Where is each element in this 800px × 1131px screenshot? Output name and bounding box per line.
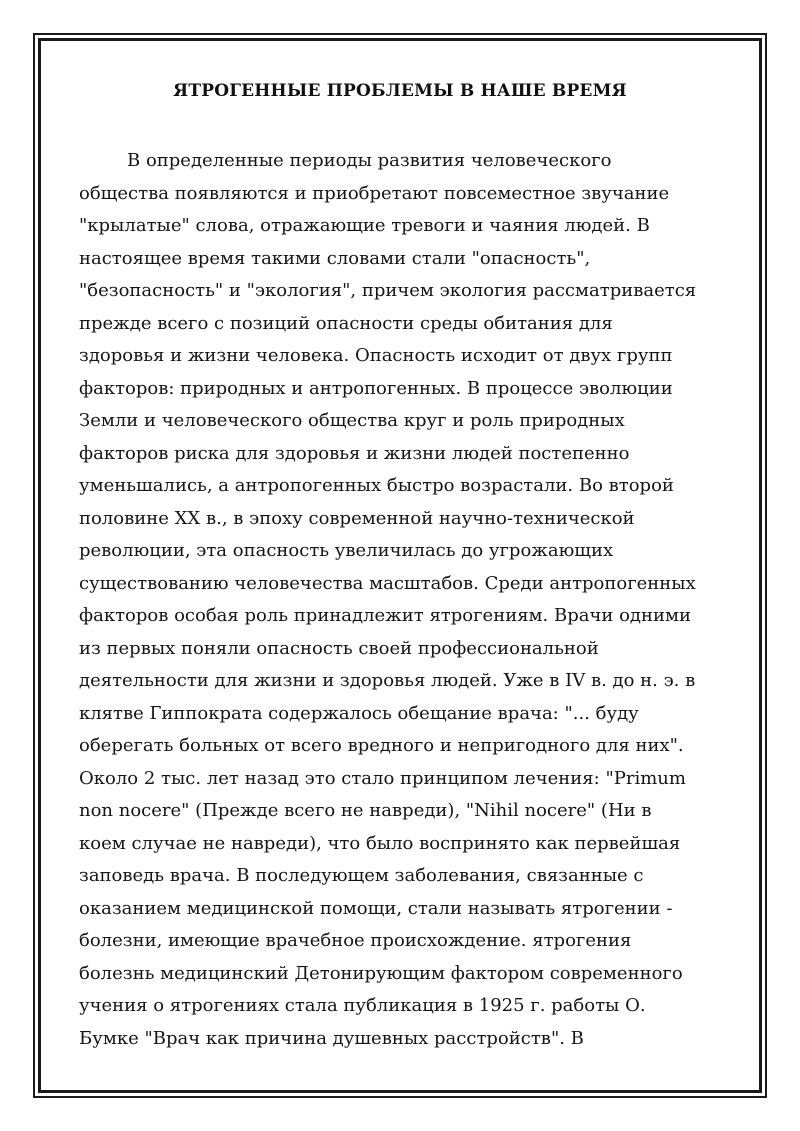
body-line: революции, эта опасность увеличилась до угрожающих <box>79 540 614 561</box>
body-line: коем случае не навреди), что было воспринято как первейшая <box>79 832 681 854</box>
body-line: факторов: природных и антропогенных. В процессе эволюции <box>79 377 673 399</box>
body-line: здоровья и жизни человека. Опасность исходит от двух групп <box>79 345 673 366</box>
body-line: Бумке "Врач как причина душевных расстройств". В <box>79 1027 584 1049</box>
body-line: Около 2 тыс. лет назад это стало принципом лечения: "Primum <box>79 767 686 789</box>
body-line: общества появляются и приобретают повсеместное звучание <box>79 182 670 204</box>
body-line: настоящее время такими словами стали "опасность", <box>79 247 591 269</box>
body-line: заповедь врача. В последующем заболевания, связанные с <box>79 865 644 886</box>
page-border-outer <box>33 33 767 1098</box>
document-body <box>79 145 739 1055</box>
body-line: деятельности для жизни и здоровья людей. Уже в IV в. до н. э. в <box>79 670 696 691</box>
body-line: факторов риска для здоровья и жизни людей постепенно <box>79 442 630 464</box>
body-line: болезнь медицинский Детонирующим фактором современного <box>79 962 683 984</box>
body-line: оберегать больных от всего вредного и непригодного для них". <box>79 735 684 756</box>
body-line: Земли и человеческого общества круг и роль природных <box>79 410 625 431</box>
body-line: существованию человечества масштабов. Среди антропогенных <box>79 572 696 594</box>
body-line: болезни, имеющие врачебное происхождение. ятрогения <box>79 930 632 951</box>
body-line: факторов особая роль принадлежит ятрогениям. Врачи одними <box>79 605 692 626</box>
body-line: В определенные периоды развития человеческого <box>127 150 612 171</box>
body-line: non nocere" (Прежде всего не навреди), "Nihil nocere" (Ни в <box>79 800 652 821</box>
body-line: учения о ятрогениях стала публикация в 1925 г. работы О. <box>79 995 646 1016</box>
body-line: из первых поняли опасность своей профессиональной <box>79 637 599 659</box>
body-line: прежде всего с позиций опасности среды обитания для <box>79 312 613 334</box>
body-line: клятве Гиппократа содержалось обещание врача: "... буду <box>79 702 639 724</box>
body-line: оказанием медицинской помощи, стали называть ятрогении - <box>79 897 673 919</box>
page-border-inner <box>38 38 762 1093</box>
body-line: половине XX в., в эпоху современной научно-технической <box>79 507 635 529</box>
document-title: ЯТРОГЕННЫЕ ПРОБЛЕМЫ В НАШЕ ВРЕМЯ <box>173 81 627 101</box>
body-line: уменьшались, а антропогенных быстро возрастали. Во второй <box>79 475 674 496</box>
body-line: "безопасность" и "экология", причем экология рассматривается <box>79 280 697 301</box>
body-line: "крылатые" слова, отражающие тревоги и чаяния людей. В <box>79 215 650 236</box>
